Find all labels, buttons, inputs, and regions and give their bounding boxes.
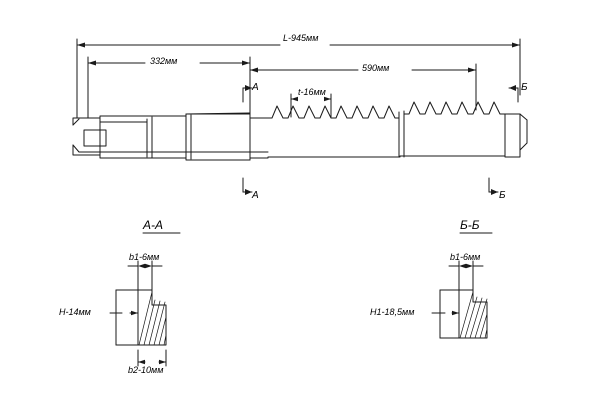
section-mark-b-bottom bbox=[489, 178, 498, 195]
dimension-590-label: 590мм bbox=[362, 63, 390, 73]
overall-length-dimension bbox=[77, 39, 520, 118]
section-mark-b-bottom-label: Б bbox=[499, 190, 506, 201]
broach-main-view bbox=[73, 102, 527, 160]
section-bb-b1-label: b1-6мм bbox=[450, 252, 481, 262]
section-mark-a-bottom bbox=[243, 178, 252, 195]
section-aa-h-label: H-14мм bbox=[59, 307, 91, 317]
section-mark-b-top bbox=[509, 85, 518, 102]
section-mark-a-top bbox=[243, 85, 252, 102]
overall-length-label: L-945мм bbox=[283, 33, 319, 43]
dimension-332 bbox=[88, 57, 250, 120]
section-bb-h1-label: H1-18,5мм bbox=[370, 307, 415, 317]
section-aa-b2-label: b2-10мм bbox=[128, 365, 164, 375]
section-bb-geometry bbox=[432, 233, 492, 338]
section-mark-a-top-label: А bbox=[252, 82, 259, 93]
section-bb-title: Б-Б bbox=[460, 218, 480, 232]
section-mark-b-top-label: Б bbox=[521, 82, 528, 93]
section-aa-title: А-А bbox=[143, 218, 164, 232]
section-aa-b1-label: b1-6мм bbox=[129, 252, 160, 262]
dimension-332-label: 332мм bbox=[150, 56, 178, 66]
tooth-pitch-label: t-16мм bbox=[298, 87, 326, 97]
section-mark-a-bottom-label: А bbox=[252, 190, 259, 201]
